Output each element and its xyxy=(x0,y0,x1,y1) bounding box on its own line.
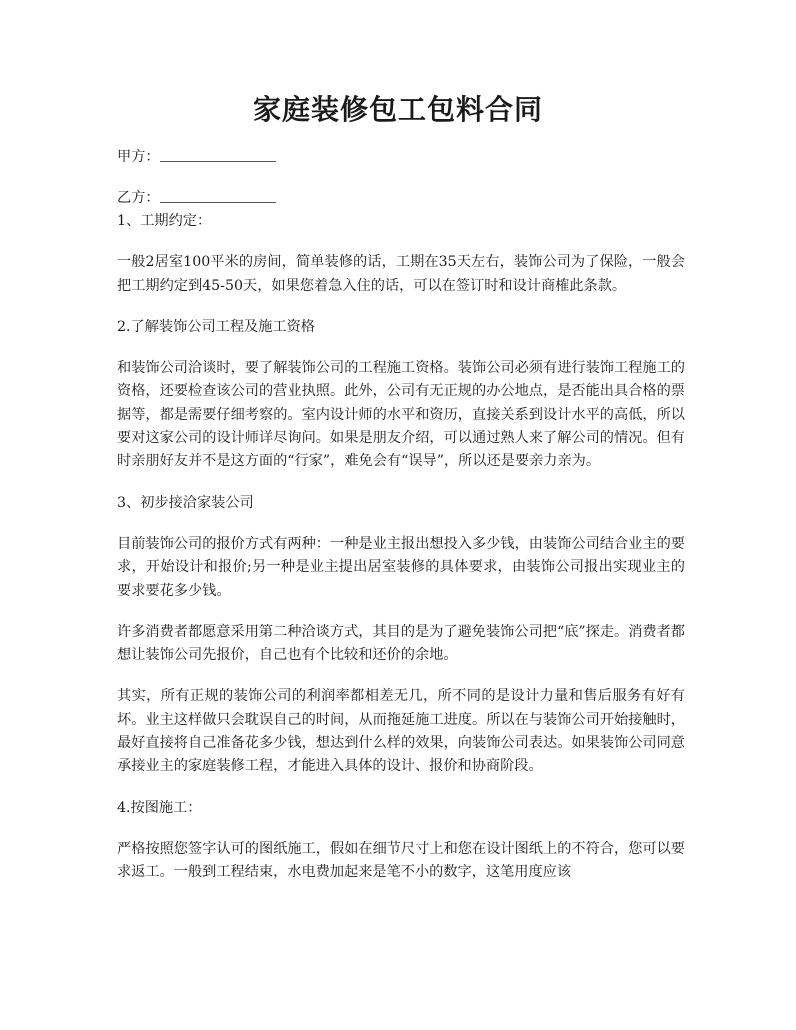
party-a-blank xyxy=(160,147,276,162)
section-heading: 1、工期约定： xyxy=(117,213,212,229)
section-paragraph: 和装饰公司洽谈时，要了解装饰公司的工程施工资格。装饰公司必须有进行装饰工程施工的资格，还要检查该公司的营业执照。此外，公司有无正规的办公地点，是否能出具合格的票据等，都是需要仔细考察的。室内设计师的水平和资历，直接关系到设计水平的高低，所以要对这家公司的设计师详尽询问。如果是朋友介绍，可以通过熟人来了解公司的情况。但有时亲朋好友并不是这方面的“行家”，难免会有“误导”，所以还是要亲力亲为。 xyxy=(117,360,685,470)
party-b-label: 乙方： xyxy=(117,190,160,206)
section-heading: 4.按图施工： xyxy=(117,799,202,816)
party-a-label: 甲方： xyxy=(117,149,160,165)
section-paragraph: 严格按照您签字认可的图纸施工，假如在细节尺寸上和您在设计图纸上的不符合，您可以要求返工。一般到工程结束，水电费加起来是笔不小的数字，这笔用度应该 xyxy=(117,840,685,881)
section-paragraph: 许多消费者都愿意采用第二种洽谈方式，其目的是为了避免装饰公司把“底”探走。消费者都想让装饰公司先报价，自己也有个比较和还价的余地。 xyxy=(117,623,685,664)
party-b-field xyxy=(117,187,685,210)
party-b-blank xyxy=(160,188,276,203)
section-paragraph: 其实，所有正规的装饰公司的利润率都相差无几，所不同的是设计力量和售后服务有好有坏。业主这样做只会耽误自己的时间，从而拖延施工进度。所以在与装饰公司开始接触时，最好直接将自己准备花多少钱，想达到什么样的效果，向装饰公司表达。如果装饰公司同意承接业主的家庭装修工程，才能进入具体的设计、报价和协商阶段。 xyxy=(117,688,685,775)
section-heading: 3、初步接洽家装公司 xyxy=(117,494,254,511)
party-a-field xyxy=(117,146,685,169)
section-paragraph: 目前装饰公司的报价方式有两种：一种是业主报出想投入多少钱，由装饰公司结合业主的要求，开始设计和报价;另一种是业主提出居室装修的具体要求，由装饰公司报出实现业主的要求要花多少钱。 xyxy=(117,535,685,599)
section-paragraph: 一般2居室100平米的房间，简单装修的话，工期在35天左右，装饰公司为了保险，一般会把工期约定到45-50天，如果您着急入住的话，可以在签订时和设计商榷此条款。 xyxy=(117,254,685,294)
section-heading: 2.了解装饰公司工程及施工资格 xyxy=(117,318,315,335)
document-body xyxy=(117,146,685,885)
document-title: 家庭装修包工包料合同 xyxy=(252,93,543,126)
